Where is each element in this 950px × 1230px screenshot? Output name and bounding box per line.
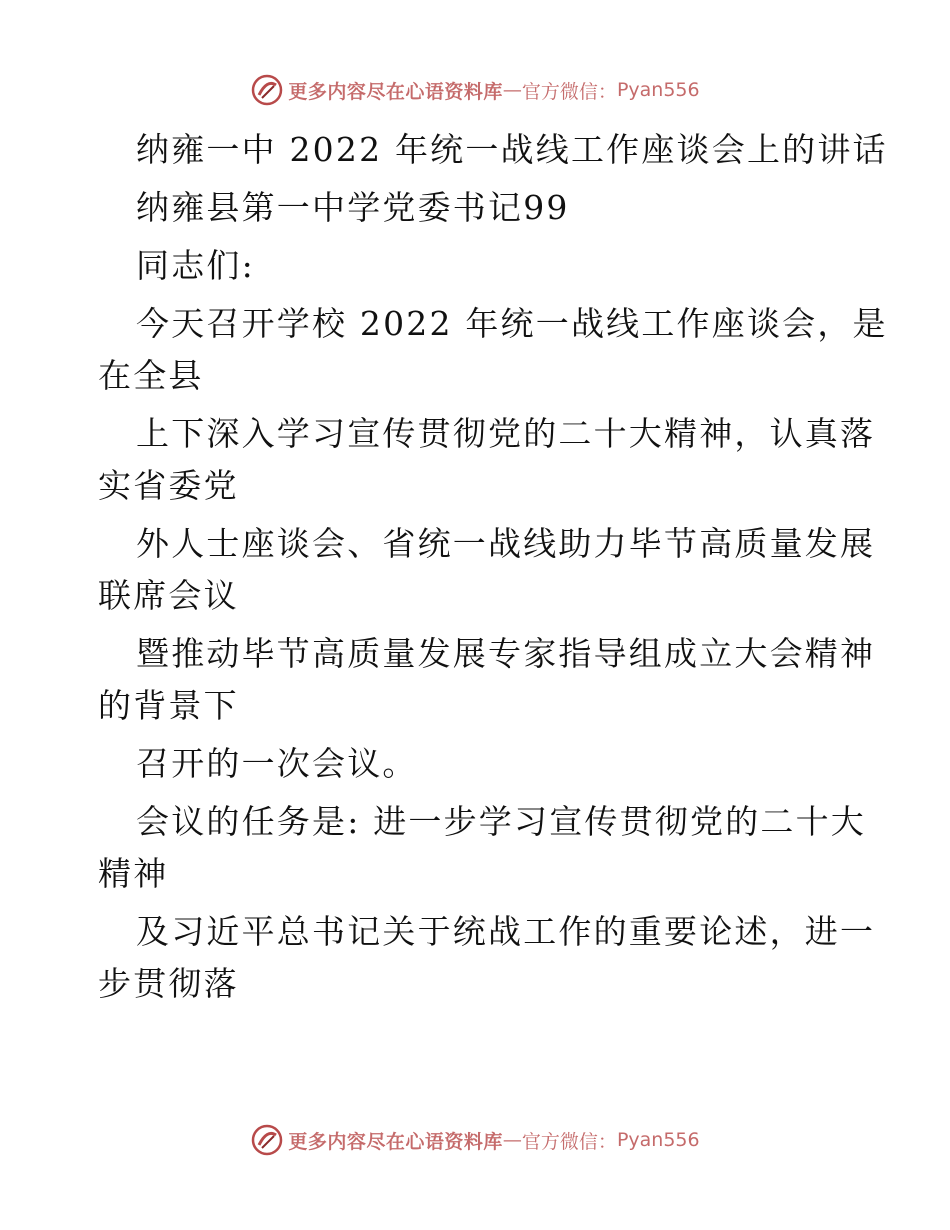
banner-wechat-label: 官方微信：: [521, 80, 617, 103]
banner-wechat-id: Pyan556: [616, 79, 700, 101]
paragraph-line: 联席会议: [98, 576, 239, 615]
banner-wechat-id: Pyan556: [616, 1129, 700, 1151]
banner-dash: —: [502, 79, 522, 101]
salutation: 同志们:: [136, 246, 255, 285]
paragraph-line: 步贯彻落: [98, 964, 239, 1003]
brand-logo-icon: [250, 73, 284, 107]
header-banner: [0, 70, 950, 110]
document-title: 纳雍一中 2022 年统一战线工作座谈会上的讲话: [136, 130, 888, 169]
document-body: [98, 124, 888, 1010]
footer-banner: [0, 1120, 950, 1160]
paragraph-line: 外人士座谈会、省统一战线助力毕节高质量发展: [136, 524, 876, 563]
paragraph-line: 暨推动毕节高质量发展专家指导组成立大会精神: [136, 634, 876, 673]
banner-site-name: 更多内容尽在心语资料库: [288, 1130, 503, 1153]
paragraph-line: 今天召开学校 2022 年统一战线工作座谈会，是: [136, 304, 888, 343]
paragraph-line: 会议的任务是: 进一步学习宣传贯彻党的二十大: [136, 802, 867, 841]
banner-dash: —: [502, 1129, 522, 1151]
paragraph-line: 实省委党: [98, 466, 239, 505]
paragraph-line: 在全县: [98, 356, 204, 395]
paragraph-line: 召开的一次会议。: [136, 744, 418, 783]
paragraph-line: 上下深入学习宣传贯彻党的二十大精神，认真落: [136, 414, 876, 453]
paragraph-line: 精神: [98, 854, 169, 893]
document-author: 纳雍县第一中学党委书记99: [136, 188, 570, 227]
paragraph-line: 及习近平总书记关于统战工作的重要论述，进一: [136, 912, 876, 951]
banner-wechat-label: 官方微信：: [521, 1130, 617, 1153]
banner-site-name: 更多内容尽在心语资料库: [288, 80, 503, 103]
paragraph-line: 的背景下: [98, 686, 239, 725]
brand-logo-icon: [250, 1123, 284, 1157]
